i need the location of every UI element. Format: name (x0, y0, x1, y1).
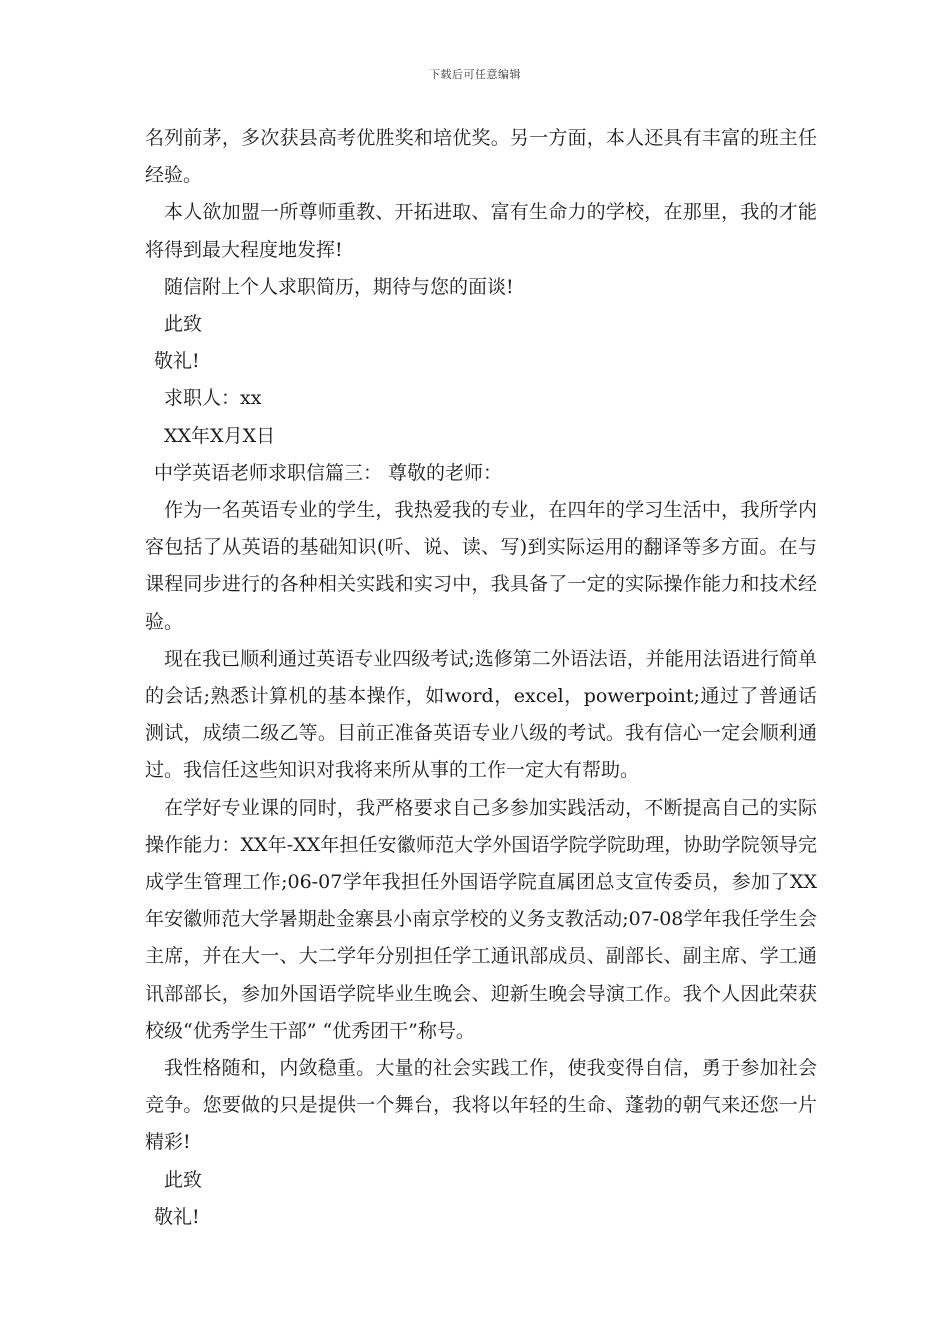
letter-date: XX年X月X日 (164, 424, 276, 447)
paragraph: 作为一名英语专业的学生，我热爱我的专业，在四年的学习生活中，我所学内容包括了从英语的基础知识(听、说、读、写)到实际运用的翻译等多方面。在与课程同步进行的各种相关实践和实习中，我具备了一定的实际操作能力和技术经验。 (145, 499, 817, 633)
closing-salutation: 此致 (164, 313, 203, 336)
document-body (145, 120, 817, 1236)
paragraph: 现在我已顺利通过英语专业四级考试;选修第二外语法语，并能用法语进行简单的会话;熟悉计算机的基本操作，如word，excel，powerpoint;通过了普通话测试，成绩二级乙等。目前正准备英语专业八级的考试。我有信心一定会顺利通过。我信任这些知识对我将来所从事的工作一定大有帮助。 (145, 647, 817, 782)
closing-regards: 敬礼! (154, 350, 200, 373)
applicant-name: 求职人：xx (164, 387, 262, 410)
paragraph: 我性格随和，内敛稳重。大量的社会实践工作，使我变得自信，勇于参加社会竞争。您要做的只是提供一个舞台，我将以年轻的生命、蓬勃的朝气来还您一片精彩! (145, 1057, 817, 1154)
paragraph: 在学好专业课的同时，我严格要求自己多参加实践活动，不断提高自己的实际操作能力：XX年-XX年担任安徽师范大学外国语学院学院助理，协助学院领导完成学生管理工作;06-07学年我担任外国语学院直属团总支宣传委员，参加了XX年安徽师范大学暑期赴金寨县小南京学校的义务支教活动;07-08学年我任学生会主席，并在大一、大二学年分别担任学工通讯部成员、副部长、副主席、学工通讯部部长，参加外国语学院毕业生晚会、迎新生晚会导演工作。我个人因此荣获校级“优秀学生干部” “优秀团干”称号。 (145, 796, 817, 1042)
closing-regards: 敬礼! (154, 1205, 200, 1228)
section-heading: 中学英语老师求职信篇三： 尊敬的老师： (154, 461, 503, 484)
paragraph: 随信附上个人求职简历，期待与您的面谈! (164, 275, 514, 298)
paragraph: 名列前茅，多次获县高考优胜奖和培优奖。另一方面，本人还具有丰富的班主任经验。 (145, 127, 817, 187)
paragraph: 本人欲加盟一所尊师重教、开拓进取、富有生命力的学校，在那里，我的才能将得到最大程度地发挥! (145, 201, 817, 261)
page-header: 下载后可任意编辑 (429, 68, 521, 81)
closing-salutation: 此致 (164, 1168, 203, 1191)
